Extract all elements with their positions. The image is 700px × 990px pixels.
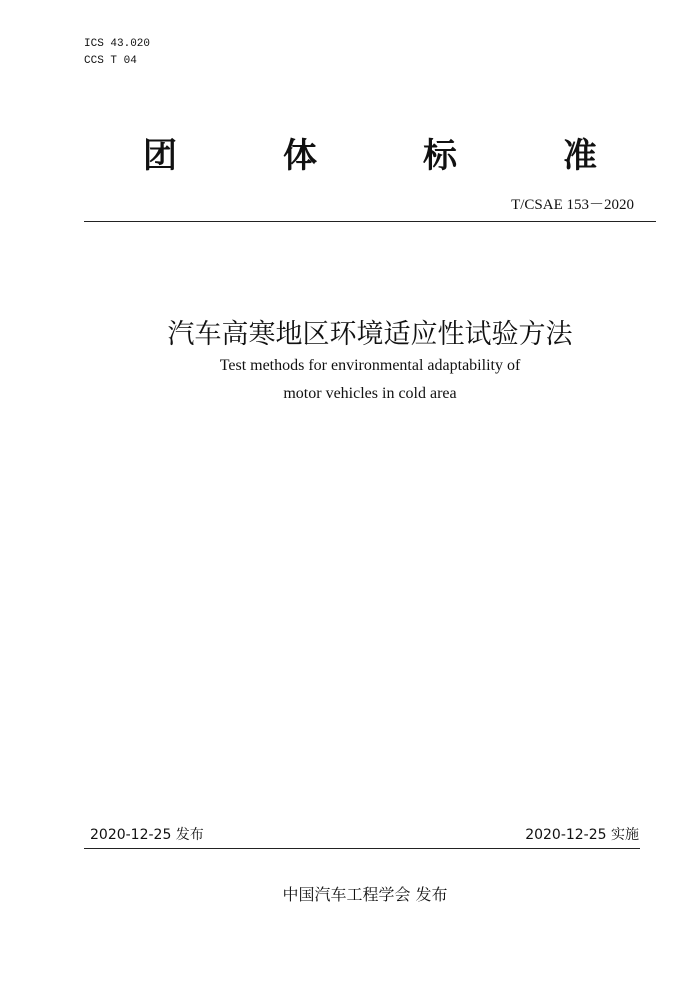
heading-char: 准 bbox=[563, 136, 597, 176]
implementation-date: 2020-12-25 实施 bbox=[525, 827, 639, 843]
publisher: 中国汽车工程学会 发布 bbox=[282, 885, 448, 904]
top-divider bbox=[84, 221, 656, 222]
release-date: 2020-12-25 发布 bbox=[90, 827, 204, 843]
heading-char: 体 bbox=[283, 136, 317, 176]
bottom-divider bbox=[84, 848, 640, 849]
title-chinese: 汽车高寒地区环境适应性试验方法 bbox=[167, 319, 573, 350]
document-type-heading bbox=[90, 128, 650, 178]
heading-char: 团 bbox=[143, 136, 177, 176]
ics-code: ICS 43.020 bbox=[84, 38, 151, 50]
standard-number: T/CSAE 153－2020 bbox=[511, 197, 634, 213]
ccs-code: CCS T 04 bbox=[84, 55, 137, 67]
heading-char: 标 bbox=[423, 136, 457, 176]
title-english-line1: Test methods for environmental adaptability of bbox=[219, 357, 521, 374]
classification-codes bbox=[84, 36, 150, 70]
title-english-line2: motor vehicles in cold area bbox=[283, 385, 457, 402]
